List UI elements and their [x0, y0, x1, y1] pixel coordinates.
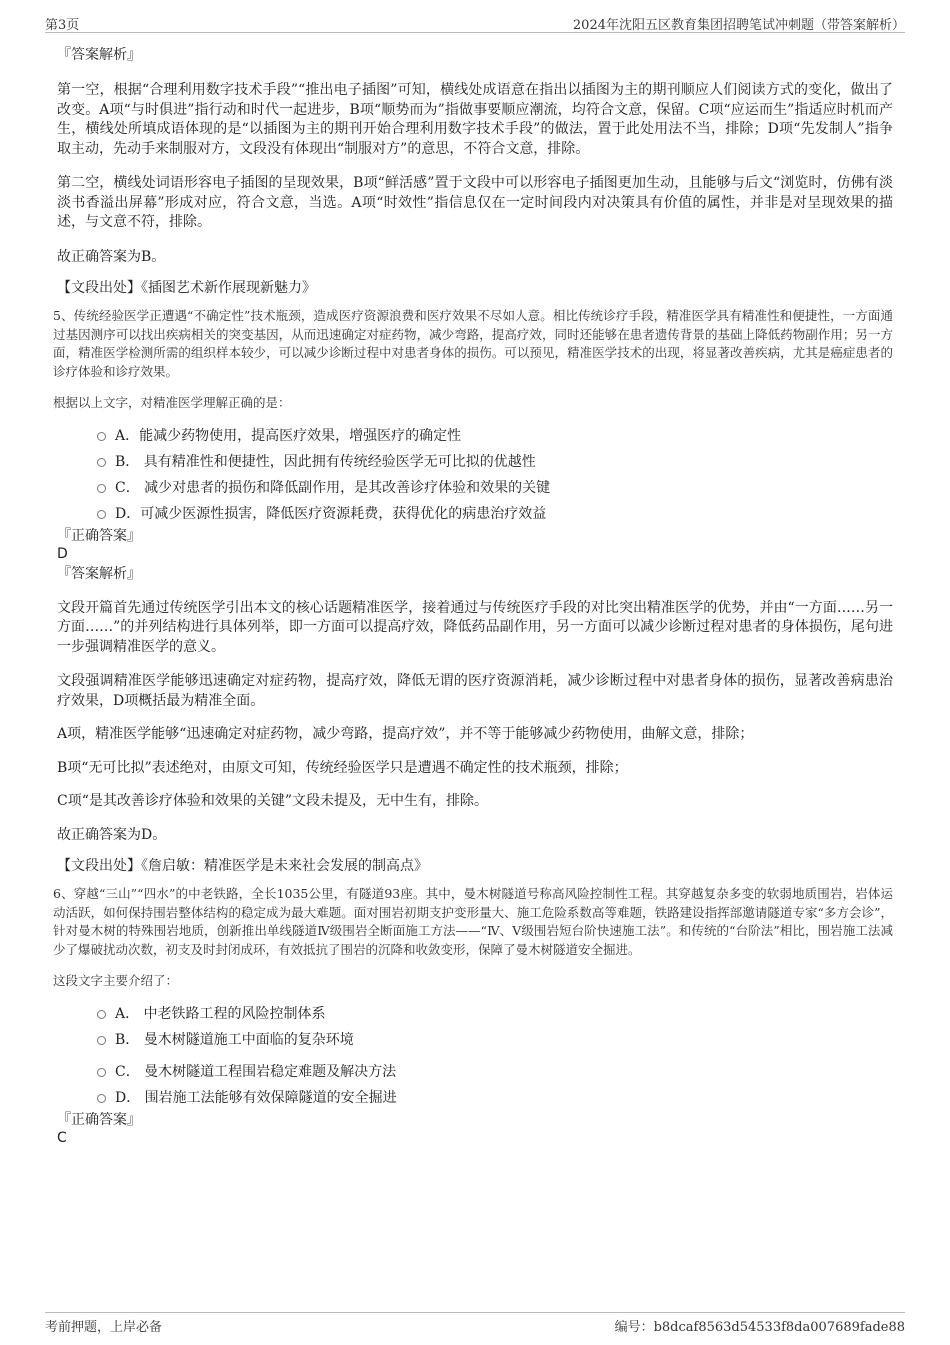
source-citation: 【文段出处】《插图艺术新作展现新魅力》 [57, 280, 316, 296]
analysis-paragraph: C项“是其改善诊疗体验和效果的关键”文段未提及，无中生有，排除。 [57, 793, 489, 809]
analysis-paragraph: 第一空，根据“合理利用数字技术手段”“推出电子插图”可知，横线处成语意在指出以插图为主的期刊顺应人们阅读方式的变化，做出了改变。A项“与时俱进”指行动和时代一起进步，B项“顺势而为”指做事要顺应潮流，均符合文意，保留。C项“应运而生”指适应时机而产生，横线处所填成语体现的是“以插图为主的期刊开始合理利用数字技术手段”的做法，置于此处用法不当，排除；D项“先发制人”指争取主动，先动手来制服对方，文段没有体现出“制服对方”的意思，不符合文意，排除。 [57, 82, 893, 157]
radio-icon[interactable] [97, 432, 106, 441]
radio-icon[interactable] [97, 484, 106, 493]
question-stem: 6、穿越“三山”“四水”的中老铁路，全长1035公里，有隧道93座。其中，曼木树隧道号称高风险控制性工程。其穿越复杂多变的软弱地质围岩，岩体运动活跃，如何保持围岩整体结构的稳定成为最大难题。面对围岩初期支护变形量大、施工危险系数高等难题，铁路建设指挥部邀请隧道专家“多方会诊”，针对曼木树的特殊围岩地质，创新推出单线隧道Ⅳ级围岩全断面施工方法——“Ⅳ、Ⅴ级围岩短台阶快速施工法”。和传统的“台阶法”相比，围岩施工法减少了爆破扰动次数，初支及时封闭成环，有效抵抗了围岩的沉降和收敛变形，保障了曼木树隧道安全掘进。 [53, 886, 893, 957]
option-b[interactable]: B． 曼木树隧道施工中面临的复杂环境 [57, 1027, 893, 1053]
page-footer [45, 1312, 905, 1333]
option-c[interactable]: C． 减少对患者的损伤和降低副作用，是其改善诊疗体验和效果的关键 [57, 475, 893, 501]
question-prompt: 根据以上文字，对精准医学理解正确的是： [53, 395, 291, 410]
analysis-tag: 『答案解析』 [57, 47, 141, 63]
analysis-paragraph: 文段强调精准医学能够迅速确定对症药物，提高疗效，降低无谓的医疗资源消耗，减少诊断过程中对患者身体的损伤，显著改善病患治疗效果，D项概括最为精准全面。 [57, 673, 893, 709]
analysis-paragraph: A项，精准医学能够“迅速确定对症药物，减少弯路，提高疗效”，并不等于能够减少药物使用，曲解文意，排除； [57, 726, 754, 742]
option-d[interactable]: D．可减少医源性损害，降低医疗资源耗费，获得优化的病患治疗效益 [57, 501, 893, 527]
option-c[interactable]: C． 曼木树隧道工程围岩稳定难题及解决方法 [57, 1059, 893, 1085]
page-header [45, 12, 905, 33]
radio-icon[interactable] [97, 1068, 106, 1077]
options-list [57, 423, 893, 527]
page-number: 第3页 [45, 18, 80, 33]
radio-icon[interactable] [97, 1010, 106, 1019]
answer-tag: 『正确答案』 [57, 527, 141, 544]
answer-value: D [57, 545, 68, 562]
radio-icon[interactable] [97, 1036, 106, 1045]
analysis-paragraph: 文段开篇首先通过传统医学引出本文的核心话题精准医学，接着通过与传统医疗手段的对比突出精准医学的优势，并由“一方面……另一方面……”的并列结构进行具体列举，即一方面可以提高疗效，降低药品副作用，另一方面可以减少诊断过程对患者的身体损伤，尾句进一步强调精准医学的意义。 [57, 599, 893, 655]
analysis-paragraph: B项“无可比拟”表述绝对，由原文可知，传统经验医学只是遭遇不确定性的技术瓶颈，排除； [57, 759, 628, 776]
document-id: 编号：b8dcaf8563d54533f8da007689fade88 [614, 1320, 905, 1335]
footer-slogan: 考前押题，上岸必备 [45, 1320, 163, 1335]
option-a[interactable]: A． 中老铁路工程的风险控制体系 [57, 1001, 893, 1027]
answer-value: C [57, 1129, 67, 1146]
radio-icon[interactable] [97, 458, 106, 467]
option-b[interactable]: B． 具有精准性和便捷性，因此拥有传统经验医学无可比拟的优越性 [57, 449, 893, 475]
document-title: 2024年沈阳五区教育集团招聘笔试冲刺题（带答案解析） [572, 18, 905, 33]
answer-tag: 『正确答案』 [57, 1111, 141, 1128]
question-prompt: 这段文字主要介绍了： [53, 973, 179, 988]
options-list [57, 1001, 893, 1111]
analysis-paragraph: 第二空，横线处词语形容电子插图的呈现效果，B项“鲜活感”置于文段中可以形容电子插图更加生动，且能够与后文“浏览时，仿佛有淡淡书香溢出屏幕”形成对应，符合文意，当选。A项“时效性”指信息仅在一定时间段内对决策具有价值的属性，并非是对呈现效果的描述，与文意不符，排除。 [57, 175, 893, 230]
analysis-conclusion: 故正确答案为D。 [57, 826, 167, 843]
radio-icon[interactable] [97, 1094, 106, 1103]
option-a[interactable]: A．能减少药物使用，提高医疗效果，增强医疗的确定性 [57, 423, 893, 449]
question-stem: 5、传统经验医学正遭遇“不确定性”技术瓶颈，造成医疗资源浪费和医疗效果不尽如人意。相比传统诊疗手段，精准医学具有精准性和便捷性，一方面通过基因测序可以找出疾病相关的突变基因，从而迅速确定对症药物，减少弯路，提高疗效，同时还能够在患者遗传背景的基础上降低药物副作用；另一方面，精准医学检测所需的组织样本较少，可以减少诊断过程中对患者身体的损伤。可以预见，精准医学技术的出现，将显著改善疾病，尤其是癌症患者的诊疗体验和诊疗效果。 [53, 308, 893, 379]
document-body [53, 44, 893, 1147]
analysis-tag: 『答案解析』 [57, 565, 141, 582]
source-citation: 【文段出处】《詹启敏：精准医学是未来社会发展的制高点》 [57, 858, 428, 874]
analysis-conclusion: 故正确答案为B。 [57, 248, 166, 265]
radio-icon[interactable] [97, 510, 106, 519]
option-d[interactable]: D． 围岩施工法能够有效保障隧道的安全掘进 [57, 1085, 893, 1111]
